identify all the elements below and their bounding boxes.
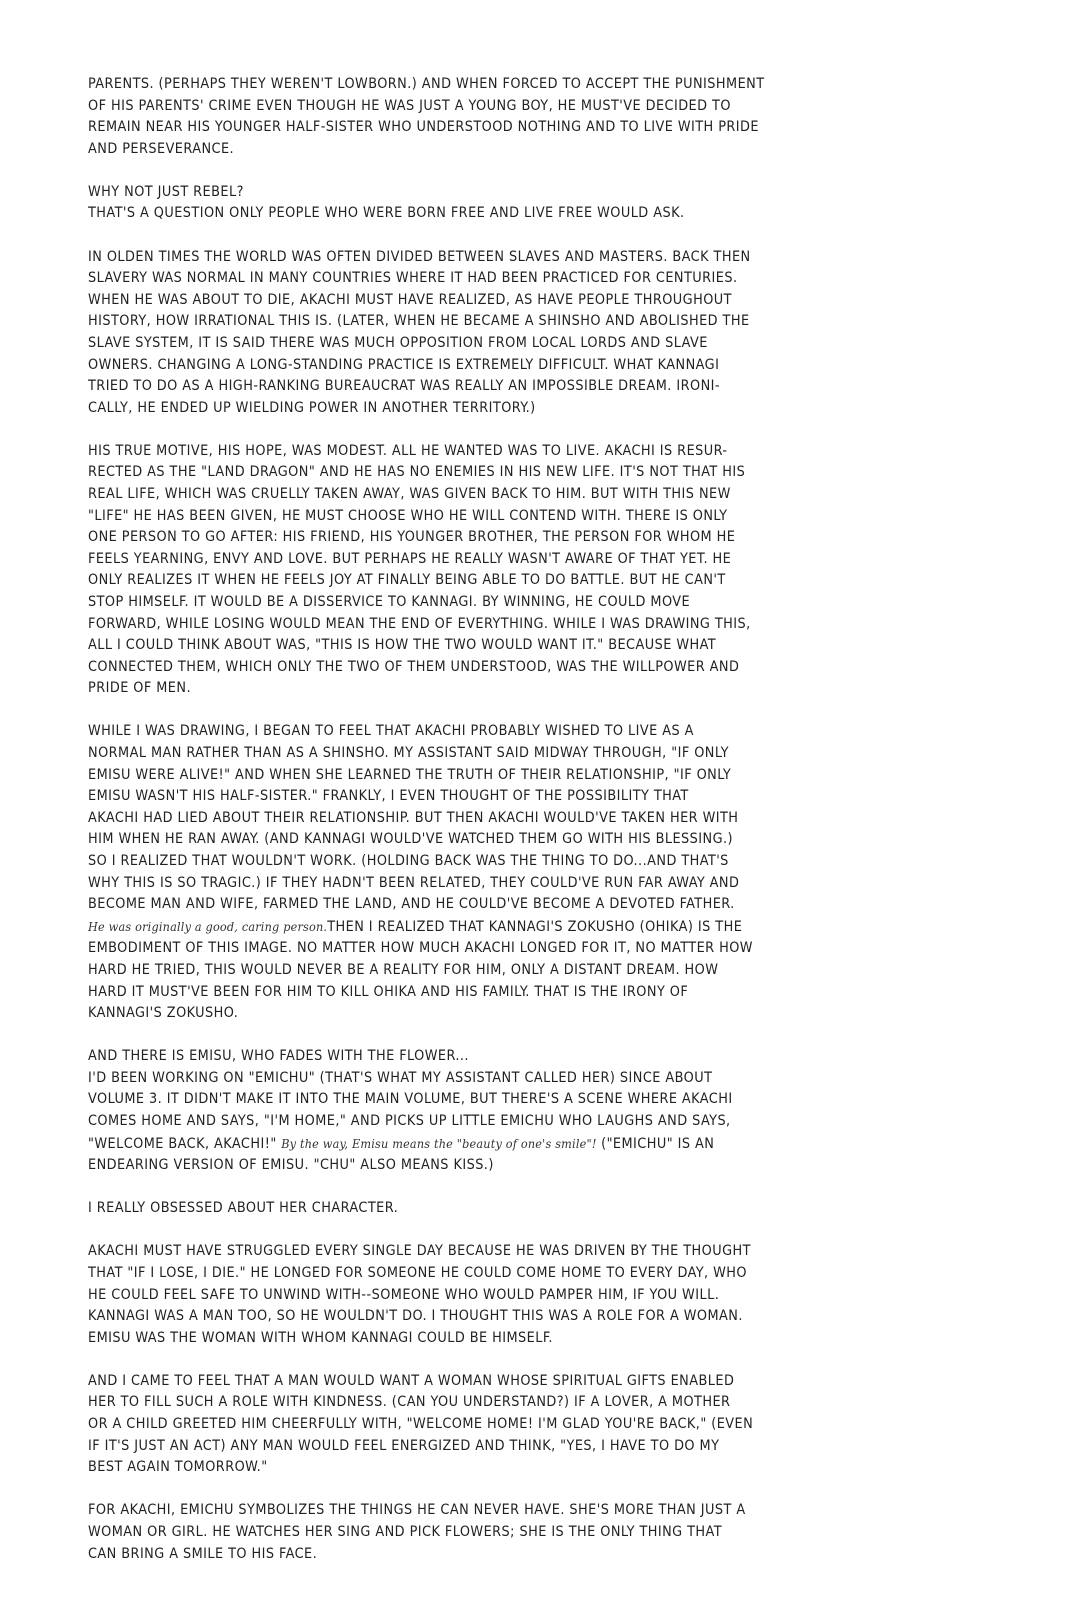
paragraph-while-drawing-text: WHILE I WAS DRAWING, I BEGAN TO FEEL THAT AKACHI PROBABLY WISHED TO LIVE AS A NORMAL MAN RATHER THAN AS A SHINSHO. MY ASSISTANT SAID MIDWAY THROUGH, "IF ONLY EMISU WERE ALIVE!" AND WHEN SHE LEARNED THE TRUTH OF THEIR RELATIONSHIP, "IF ONLY EMISU WASN'T HIS HALF-SISTER." FRANKLY, I EVEN THOUGHT OF THE POSSIBILITY THAT AKACHI HAD LIED ABOUT THEIR RELATIONSHIP. BUT THEN AKACHI WOULD'VE TAKEN HER WITH HIM WHEN HE RAN AWAY. (AND KANNAGI WOULD'VE WATCHED THEM GO WITH HIS BLESSING.) SO I REALIZED THAT WOULDN'T WORK. (HOLDING BACK WAS THE THING TO DO...AND THAT'S WHY THIS IS SO TRAGIC.) IF THEY HADN'T BEEN RELATED, THEY COULD'VE RUN FAR AWAY AND BECOME MAN AND WIFE, FARMED THE LAND, AND HE COULD'VE BECOME A DEVOTED FATHER. [88,723,740,913]
paragraph-spiritual-gifts: AND I CAME TO FEEL THAT A MAN WOULD WANT A WOMAN WHOSE SPIRITUAL GIFTS ENABLED HER TO FILL SUCH A ROLE WITH KINDNESS. (CAN YOU UNDERSTAND?) IF A LOVER, A MOTHER OR A CHILD GREETED HIM CHEERFULLY WITH, "WELCOME HOME! I'M GLAD YOU'RE BACK," (EVEN IF IT'S JUST AN ACT) ANY MAN WOULD FEEL ENERGIZED AND THINK, "YES, I HAVE TO DO MY BEST AGAIN TOMORROW." [88,1372,754,1476]
paragraph-parents: PARENTS. (PERHAPS THEY WEREN'T LOWBORN.) AND WHEN FORCED TO ACCEPT THE PUNISHMENT OF HIS PARENTS' CRIME EVEN THOUGH HE WAS JUST A YOUNG BOY, HE MUST'VE DECIDED TO REMAIN NEAR HIS YOUNGER HALF-SISTER WHO UNDERSTOOD NOTHING AND TO LIVE WITH PRIDE AND PERSEVERANCE. [88,76,765,157]
paragraph-while-drawing-continued: THEN I REALIZED THAT KANNAGI'S ZOKUSHO (OHIKA) IS THE EMBODIMENT OF THIS IMAGE. NO MATTER HOW MUCH AKACHI LONGED FOR IT, NO MATTER HOW HARD HE TRIED, THIS WOULD NEVER BE A REALITY FOR HIM, ONLY A DISTANT DREAM. HOW HARD IT MUST'VE BEEN FOR HIM TO KILL OHIKA AND HIS FAMILY. THAT IS THE IRONY OF KANNAGI'S ZOKUSHO. [88,918,753,1022]
paragraph-why-not-rebel: WHY NOT JUST REBEL? THAT'S A QUESTION ONLY PEOPLE WHO WERE BORN FREE AND LIVE FREE WOULD ASK. [88,183,685,222]
paragraph-emisu-continued: ("EMICHU" IS AN ENDEARING VERSION OF EMISU. "CHU" ALSO MEANS KISS.) [88,1135,715,1174]
paragraph-obsessed: I REALLY OBSESSED ABOUT HER CHARACTER. [88,1200,399,1217]
document-page [88,74,988,1587]
paragraph-emisu-text: AND THERE IS EMISU, WHO FADES WITH THE FLOWER... I'D BEEN WORKING ON "EMICHU" (THAT'S WHAT MY ASSISTANT CALLED HER) SINCE ABOUT VOLUME 3. IT DIDN'T MAKE IT INTO THE MAIN VOLUME, BUT THERE'S A SCENE WHERE AKACHI COMES HOME AND SAYS, "I'M HOME," AND PICKS UP LITTLE EMICHU WHO LAUGHS AND SAYS, "WELCOME BACK, AKACHI!" [88,1048,733,1152]
paragraph-while-drawing [88,721,988,1024]
paragraph-akachi-struggled: AKACHI MUST HAVE STRUGGLED EVERY SINGLE DAY BECAUSE HE WAS DRIVEN BY THE THOUGHT THAT "IF I LOSE, I DIE." HE LONGED FOR SOMEONE HE COULD COME HOME TO EVERY DAY, WHO HE COULD FEEL SAFE TO UNWIND WITH--SOMEONE WHO WOULD PAMPER HIM, IF YOU WILL. KANNAGI WAS A MAN TOO, SO HE WOULDN'T DO. I THOUGHT THIS WAS A ROLE FOR A WOMAN. EMISU WAS THE WOMAN WITH WHOM KANNAGI COULD BE HIMSELF. [88,1243,751,1346]
paragraph-true-motive: HIS TRUE MOTIVE, HIS HOPE, WAS MODEST. ALL HE WANTED WAS TO LIVE. AKACHI IS RESUR- RECTED AS THE "LAND DRAGON" AND HE HAS NO ENEMIES IN HIS NEW LIFE. IT'S NOT THAT HIS REAL LIFE, WHICH WAS CRUELLY TAKEN AWAY, WAS GIVEN BACK TO HIM. BUT WITH THIS NEW "LIFE" HE HAS BEEN GIVEN, HE MUST CHOOSE WHO HE WILL CONTEND WITH. THERE IS ONLY ONE PERSON TO GO AFTER: HIS FRIEND, HIS YOUNGER BROTHER, THE PERSON FOR WHOM HE FEELS YEARNING, ENVY AND LOVE. BUT PERHAPS HE REALLY WASN'T AWARE OF THAT YET. HE ONLY REALIZES IT WHEN HE FEELS JOY AT FINALLY BEING ABLE TO DO BATTLE. BUT HE CAN'T STOP HIMSELF. IT WOULD BE A DISSERVICE TO KANNAGI. BY WINNING, HE COULD MOVE FORWARD, WHILE LOSING WOULD MEAN THE END OF EVERYTHING. WHILE I WAS DRAWING THIS, ALL I COULD THINK ABOUT WAS, "THIS IS HOW THE TWO WOULD WANT IT." BECAUSE WHAT CONNECTED THEM, WHICH ONLY THE TWO OF THEM UNDERSTOOD, WAS THE WILLPOWER AND PRIDE OF MEN. [88,442,751,697]
paragraph-emisu [88,1046,988,1177]
paragraph-olden-times: IN OLDEN TIMES THE WORLD WAS OFTEN DIVIDED BETWEEN SLAVES AND MASTERS. BACK THEN SLAVERY WAS NORMAL IN MANY COUNTRIES WHERE IT HAD BEEN PRACTICED FOR CENTURIES. WHEN HE WAS ABOUT TO DIE, AKACHI MUST HAVE REALIZED, AS HAVE PEOPLE THROUGHOUT HISTORY, HOW IRRATIONAL THIS IS. (LATER, WHEN HE BECAME A SHINSHO AND ABOLISHED THE SLAVE SYSTEM, IT IS SAID THERE WAS MUCH OPPOSITION FROM LOCAL LORDS AND SLAVE OWNERS. CHANGING A LONG-STANDING PRACTICE IS EXTREMELY DIFFICULT. WHAT KANNAGI TRIED TO DO AS A HIGH-RANKING BUREAUCRAT WAS REALLY AN IMPOSSIBLE DREAM. IRONI- CALLY, HE ENDED UP WIELDING POWER IN ANOTHER TERRITORY.) [88,248,751,416]
handwritten-note-emisu-meaning: By the way, Emisu means the "beauty of one's smile"! [281,1135,597,1151]
handwritten-note-caring-person: He was originally a good, caring person. [88,918,328,934]
paragraph-emichu-symbolizes: FOR AKACHI, EMICHU SYMBOLIZES THE THINGS HE CAN NEVER HAVE. SHE'S MORE THAN JUST A WOMAN OR GIRL. HE WATCHES HER SING AND PICK FLOWERS; SHE IS THE ONLY THING THAT CAN BRING A SMILE TO HIS FACE. [88,1502,746,1562]
